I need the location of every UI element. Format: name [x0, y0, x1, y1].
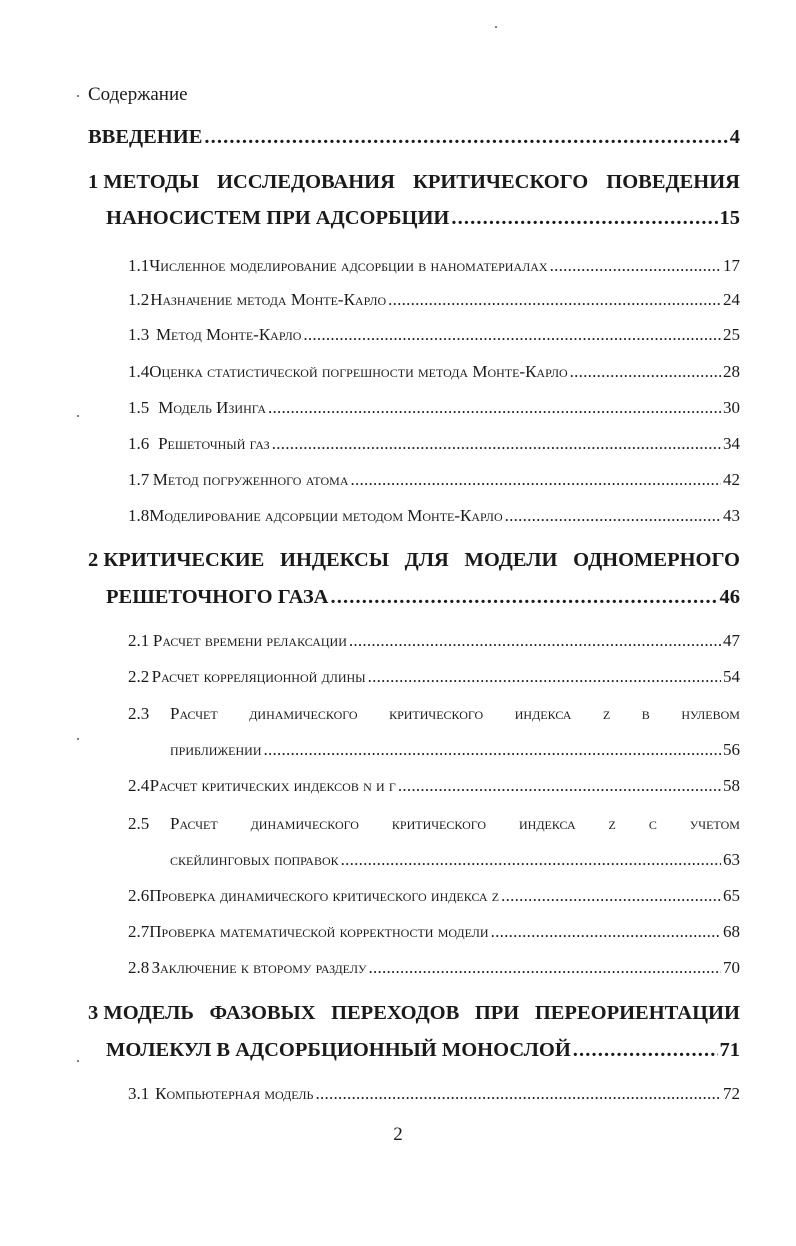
toc-item-1-1: [128, 256, 740, 276]
item-page: 63: [723, 850, 740, 869]
chapter-2-word: МОДЕЛИ: [464, 549, 558, 571]
chapter-2-heading-line1: [88, 549, 740, 572]
item-number: 2.2: [128, 667, 150, 686]
item-page: 24: [723, 290, 740, 309]
dot-leader: [501, 886, 721, 906]
dot-leader: [341, 850, 721, 870]
toc-intro: [88, 126, 740, 149]
toc-item-1-8: [128, 506, 740, 526]
item-number: 3.1: [128, 1084, 150, 1103]
dot-leader: [272, 434, 721, 454]
chapter-2-word: ИНДЕКСЫ: [280, 549, 389, 571]
item-number: 2.6: [128, 886, 150, 905]
chapter-2-word: ДЛЯ: [404, 549, 449, 571]
chapter-2-page: 46: [719, 586, 740, 608]
item-title: Расчет критических индексов ν и γ: [149, 776, 396, 795]
dot-leader: [315, 1084, 721, 1104]
dot-leader: [349, 631, 721, 651]
chapter-1-word: ПОВЕДЕНИЯ: [606, 171, 740, 193]
item-title-justified: Расчет динамического критического индекса z в нулевом: [170, 704, 740, 723]
dot-leader: [368, 667, 721, 687]
toc-item-2-4: [128, 776, 740, 796]
chapter-2-number-word: 2 КРИТИЧЕСКИЕ: [88, 549, 265, 571]
toc-item-1-5: [128, 398, 740, 418]
dot-leader: [570, 362, 721, 382]
toc-item-2-3-line1: [128, 704, 740, 724]
chapter-3-heading-line2: [106, 1039, 740, 1062]
item-page: 28: [723, 362, 740, 381]
item-title: Модель Изинга: [158, 398, 267, 417]
toc-item-2-3-line2: [170, 740, 740, 760]
item-number: 1.6: [128, 434, 150, 453]
item-title: Проверка математической корректности модели: [149, 922, 489, 941]
item-number: 1.5: [128, 398, 150, 417]
chapter-3-word: ПРИ: [474, 1002, 520, 1024]
item-number: 2.4: [128, 776, 150, 795]
chapter-3-number-word: 3 МОДЕЛЬ: [88, 1002, 194, 1024]
toc-item-2-5-line1: [128, 814, 740, 834]
chapter-3-word: ПЕРЕХОДОВ: [331, 1002, 460, 1024]
toc-item-2-5-line2: [170, 850, 740, 870]
dot-leader: [331, 586, 718, 609]
item-page: 47: [723, 631, 740, 650]
item-title: Метод Монте-Карло: [155, 325, 302, 344]
toc-intro-page: 4: [729, 126, 740, 148]
item-title: Расчет корреляционной длины: [151, 667, 366, 686]
scan-speck: [495, 26, 497, 28]
dot-leader: [303, 325, 721, 345]
toc-item-2-6: [128, 886, 740, 906]
toc-item-3-1: [128, 1084, 740, 1104]
item-title: Заключение к второму разделу: [151, 958, 367, 977]
item-number: 2.7: [128, 922, 150, 941]
item-page: 43: [723, 506, 740, 525]
item-title-justified: Расчет динамического критического индекса z с учетом: [170, 814, 740, 833]
chapter-1-page: 15: [719, 207, 740, 229]
item-title: Численное моделирование адсорбции в наноматериалах: [149, 256, 548, 275]
item-page: 58: [723, 776, 740, 795]
dot-leader: [398, 776, 721, 796]
dot-leader: [350, 470, 721, 490]
chapter-3-page: 71: [719, 1039, 740, 1061]
item-page: 65: [723, 886, 740, 905]
toc-item-1-2: [128, 290, 740, 310]
chapter-1-heading-line2: [106, 207, 740, 230]
scan-speck: [77, 95, 79, 97]
item-page: 30: [723, 398, 740, 417]
item-number: 1.3: [128, 325, 150, 344]
toc-item-1-4: [128, 362, 740, 382]
dot-leader: [204, 126, 727, 149]
item-title: Метод погруженного атома: [152, 470, 349, 489]
item-title: Решеточный газ: [158, 434, 270, 453]
chapter-1-heading-line1: [88, 171, 740, 194]
item-number: 1.2: [128, 290, 150, 309]
item-number: 2.1: [128, 631, 150, 650]
chapter-3-heading-line1: [88, 1002, 740, 1025]
toc-item-2-7: [128, 922, 740, 942]
chapter-1-word: ИССЛЕДОВАНИЯ: [217, 171, 395, 193]
item-number: 1.1: [128, 256, 150, 275]
item-page: 42: [723, 470, 740, 489]
toc-item-2-2: [128, 667, 740, 687]
item-number: 1.7: [128, 470, 150, 489]
item-page: 25: [723, 325, 740, 344]
item-title: Расчет времени релаксации: [152, 631, 347, 650]
item-page: 56: [723, 740, 740, 759]
scan-speck: [77, 1060, 79, 1062]
page-number: 2: [393, 1124, 403, 1145]
dot-leader: [388, 290, 721, 310]
toc-intro-title: ВВЕДЕНИЕ: [88, 126, 203, 148]
scan-speck: [77, 415, 79, 417]
chapter-1-number-word: 1 МЕТОДЫ: [88, 171, 199, 193]
item-title: Моделирование адсорбции методом Монте-Карло: [149, 506, 503, 525]
toc-item-2-1: [128, 631, 740, 651]
item-number: 1.8: [128, 506, 150, 525]
toc-item-1-7: [128, 470, 740, 490]
item-page: 68: [723, 922, 740, 941]
dot-leader: [573, 1039, 718, 1062]
item-page: 17: [723, 256, 740, 275]
page-heading: Содержание: [88, 84, 188, 105]
dot-leader: [550, 256, 721, 276]
item-page: 54: [723, 667, 740, 686]
chapter-2-title-line2: РЕШЕТОЧНОГО ГАЗА: [106, 586, 329, 608]
scan-speck: [77, 738, 79, 740]
chapter-1-word: КРИТИЧЕСКОГО: [412, 171, 589, 193]
item-title-line2: скейлинговых поправок: [170, 850, 339, 869]
item-number: 2.8: [128, 958, 150, 977]
item-page: 70: [723, 958, 740, 977]
chapter-3-word: ФАЗОВЫХ: [209, 1002, 316, 1024]
dot-leader: [368, 958, 721, 978]
chapter-3-word: ПЕРЕОРИЕНТАЦИИ: [534, 1002, 740, 1024]
chapter-1-title-line2: НАНОСИСТЕМ ПРИ АДСОРБЦИИ: [106, 207, 450, 229]
item-page: 72: [723, 1084, 740, 1103]
dot-leader: [263, 740, 721, 760]
dot-leader: [268, 398, 721, 418]
item-title: Проверка динамического критического индекса z: [149, 886, 500, 905]
toc-item-1-3: [128, 325, 740, 345]
chapter-3-title-line2: МОЛЕКУЛ В АДСОРБЦИОННЫЙ МОНОСЛОЙ: [106, 1039, 571, 1061]
item-page: 34: [723, 434, 740, 453]
item-title-line2: приближении: [170, 740, 262, 759]
toc-item-2-8: [128, 958, 740, 978]
item-number: 2.3: [128, 704, 150, 723]
item-title: Назначение метода Монте-Карло: [150, 290, 387, 309]
dot-leader: [505, 506, 721, 526]
dot-leader: [451, 207, 717, 230]
toc-item-1-6: [128, 434, 740, 454]
item-number: 2.5: [128, 814, 150, 833]
item-number: 1.4: [128, 362, 150, 381]
dot-leader: [491, 922, 721, 942]
item-title: Компьютерная модель: [155, 1084, 314, 1103]
chapter-2-heading-line2: [106, 586, 740, 609]
chapter-2-word: ОДНОМЕРНОГО: [573, 549, 740, 571]
item-title: Оценка статистической погрешности метода Монте-Карло: [149, 362, 568, 381]
